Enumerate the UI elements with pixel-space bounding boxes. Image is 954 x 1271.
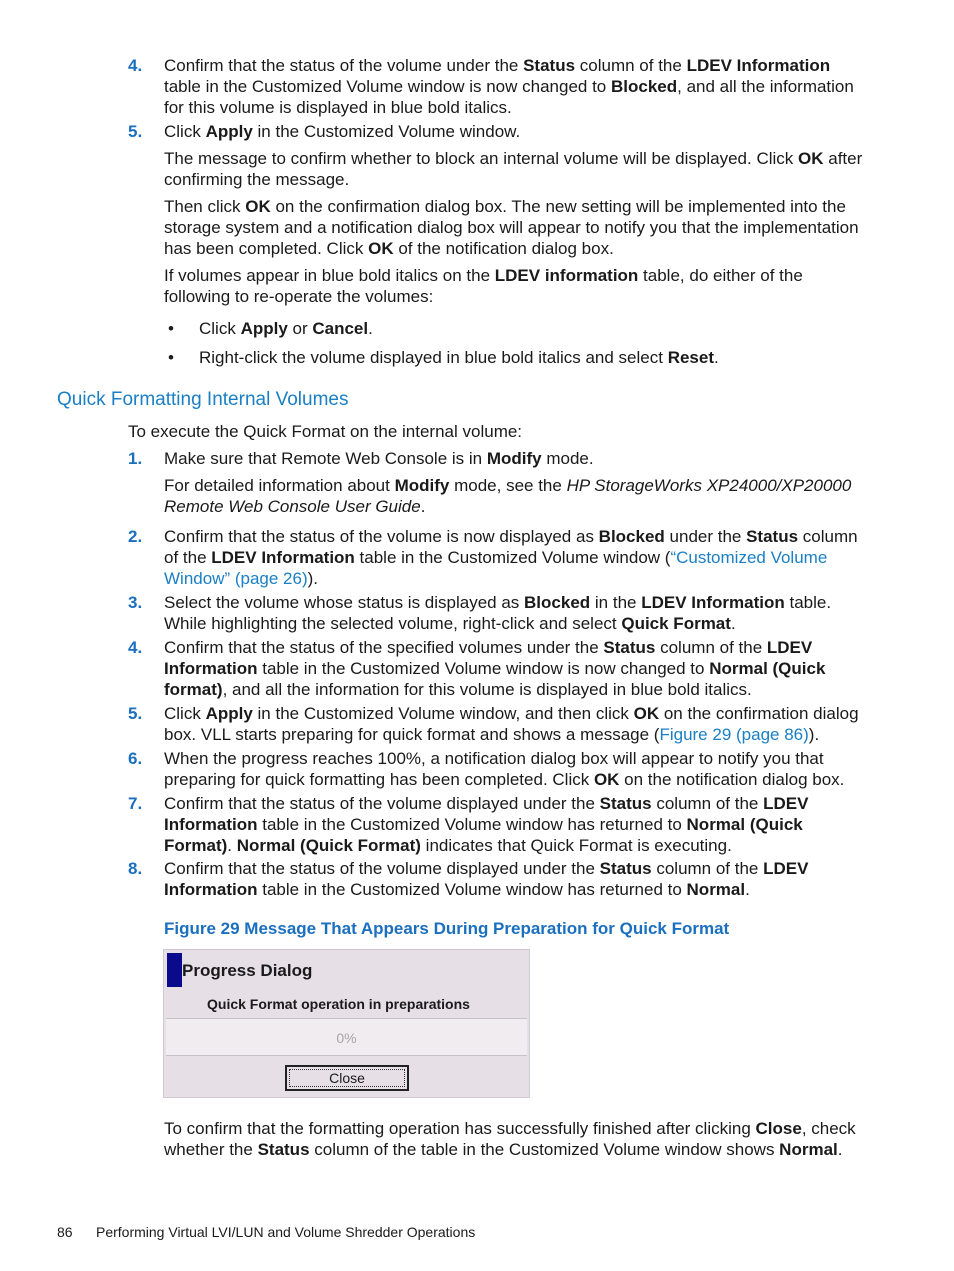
cross-reference-link[interactable]: “Customized Volume Window” (page 26) — [164, 548, 828, 588]
paragraph-reoperate: If volumes appear in blue bold italics on the LDEV information table, do either of the following to re-operate the volumes: — [164, 266, 803, 306]
page-number: 86 — [57, 1224, 73, 1240]
progress-dialog — [163, 949, 530, 1098]
bullet-reset: Right-click the volume displayed in blue bold italics and select Reset. — [199, 348, 719, 367]
footer-title: Performing Virtual LVI/LUN and Volume Shredder Operations — [96, 1224, 476, 1240]
step-1-text: Make sure that Remote Web Console is in Modify mode. — [164, 449, 594, 468]
progress-label: 0% — [336, 1030, 357, 1046]
step-3-text: Select the volume whose status is displayed as Blocked in the LDEV Information table. While highlighting the selected volume, right-click and select Quick Format. — [164, 593, 832, 633]
step-4-text: Confirm that the status of the specified volumes under the Status column of the LDEV Information table in the Customized Volume window is now changed to Normal (Quick format), and all the information for this volume is displayed in blue bold italics. — [164, 638, 826, 699]
step-8-number: 8. — [128, 859, 143, 878]
closing-paragraph: To confirm that the formatting operation has successfully finished after clicking Close, check whether the Status column of the table in the Customized Volume window shows Normal. — [164, 1119, 856, 1159]
step-5-number: 5. — [128, 122, 143, 141]
dialog-title: Progress Dialog — [182, 961, 313, 980]
step-2-number: 2. — [128, 527, 143, 546]
step-6-number: 6. — [128, 749, 143, 768]
bullet-apply-cancel: Click Apply or Cancel. — [199, 319, 373, 338]
step-1-detail: For detailed information about Modify mode, see the HP StorageWorks XP24000/XP20000 Remote Web Console User Guide. — [164, 476, 852, 516]
figure-caption: Figure 29 Message That Appears During Preparation for Quick Format — [164, 919, 730, 938]
bullet-marker: • — [168, 319, 174, 338]
step-5-text: Click Apply in the Customized Volume window. — [164, 122, 521, 141]
step-4-number: 4. — [128, 638, 143, 657]
step-7-number: 7. — [128, 794, 143, 813]
paragraph-confirm-message: The message to confirm whether to block an internal volume will be displayed. Click OK after confirming the message. — [164, 149, 863, 189]
progress-bar — [166, 1018, 527, 1056]
step-5-text: Click Apply in the Customized Volume window, and then click OK on the confirmation dialog box. VLL starts preparing for quick format and shows a message (Figure 29 (page 86)). — [164, 704, 859, 744]
step-5-number: 5. — [128, 704, 143, 723]
bullet-marker: • — [168, 348, 174, 367]
step-4-text: Confirm that the status of the volume under the Status column of the LDEV Information table in the Customized Volume window is now changed to Blocked, and all the information for this volume is displayed in blue bold italics. — [164, 56, 854, 117]
dialog-message: Quick Format operation in preparations — [207, 996, 470, 1012]
close-button[interactable] — [285, 1065, 409, 1091]
title-marker — [167, 953, 182, 987]
intro-text: To execute the Quick Format on the internal volume: — [128, 422, 523, 441]
figure-link[interactable]: Figure 29 (page 86) — [659, 725, 809, 744]
step-6-text: When the progress reaches 100%, a notification dialog box will appear to notify you that preparing for quick formatting has been completed. Click OK on the notification dialog box. — [164, 749, 845, 789]
step-7-text: Confirm that the status of the volume displayed under the Status column of the LDEV Information table in the Customized Volume window has returned to Normal (Quick Format). Normal (Quick Format) indicates that Quick Format is executing. — [164, 794, 809, 855]
section-heading: Quick Formatting Internal Volumes — [57, 389, 349, 410]
step-4-number: 4. — [128, 56, 143, 75]
step-8-text: Confirm that the status of the volume displayed under the Status column of the LDEV Information table in the Customized Volume window has returned to Normal. — [164, 859, 809, 899]
close-button-label: Close — [289, 1069, 405, 1087]
paragraph-confirmation-dialog: Then click OK on the confirmation dialog box. The new setting will be implemented into the storage system and a notification dialog box will appear to notify you that the implementation has been completed. Click OK of the notification dialog box. — [164, 197, 859, 258]
step-1-number: 1. — [128, 449, 143, 468]
step-3-number: 3. — [128, 593, 143, 612]
step-2-text: Confirm that the status of the volume is now displayed as Blocked under the Status column of the LDEV Information table in the Customized Volume window (“Customized Volume Window” (page 26)). — [164, 527, 858, 588]
